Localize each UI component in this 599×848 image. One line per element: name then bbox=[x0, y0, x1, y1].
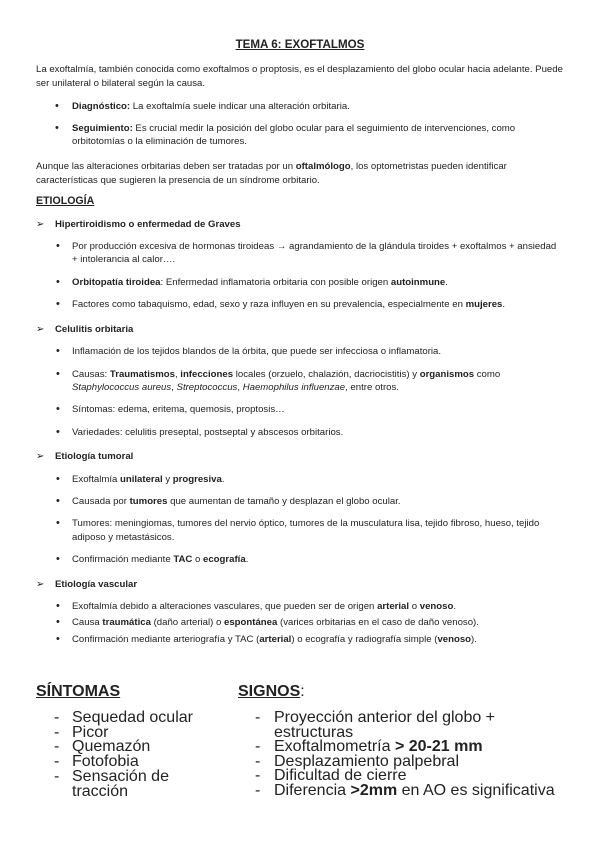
text-span: Causas: bbox=[72, 368, 110, 380]
page-title: TEMA 6: EXOFTALMOS bbox=[235, 38, 365, 51]
tumoral-item bbox=[36, 553, 564, 566]
sintomas-column bbox=[36, 683, 226, 799]
text-span: ) o ecografía y radiografía simple ( bbox=[291, 633, 438, 645]
text-span: ). bbox=[471, 633, 477, 645]
graves-item bbox=[36, 276, 564, 289]
bold-span: >2mm bbox=[350, 781, 398, 799]
signo-item: - Proyección anterior del globo + estructuras bbox=[238, 711, 558, 740]
oftalmologo-bold: oftalmólogo bbox=[295, 161, 351, 173]
text-span: o bbox=[409, 600, 420, 612]
sintoma-item: - Sequedad ocular bbox=[36, 711, 226, 726]
text-span: Causada por bbox=[72, 495, 130, 507]
celulitis-item: • Inflamación de los tejidos blandos de la órbita, que puede ser infecciosa o inflamatoria. bbox=[36, 345, 564, 358]
sintoma-item: - Picor bbox=[36, 726, 226, 741]
signos-column bbox=[238, 683, 558, 799]
bold-span: ecografía bbox=[203, 554, 246, 566]
celulitis-item: • Variedades: celulitis preseptal, postseptal y abscesos orbitarios. bbox=[36, 426, 564, 439]
text-span: , bbox=[237, 381, 243, 393]
sintoma-item: - Sensación de tracción bbox=[36, 770, 226, 799]
italic-span: Haemophilus influenzae bbox=[242, 381, 346, 393]
signo-item: - Dificultad de cierre bbox=[238, 769, 558, 784]
text-span: Exoftalmía debido a alteraciones vasculares, que pueden ser de origen bbox=[72, 600, 378, 612]
bold-span: traumática bbox=[102, 617, 151, 629]
bold-span: organismos bbox=[419, 368, 475, 380]
diagnostico-text: La exoftalmía suele indicar una alteración orbitaria. bbox=[130, 101, 350, 113]
intro-paragraph: La exoftalmía, también conocida como exoftalmos o proptosis, es el desplazamiento del globo ocular hacia adelante. Puede ser unilateral o bilateral según la causa. bbox=[36, 64, 563, 89]
signo-item: - Desplazamiento palpebral bbox=[238, 755, 558, 770]
tumoral-heading: ➢ Etiología tumoral bbox=[36, 450, 564, 463]
bold-span: unilateral bbox=[120, 473, 163, 485]
tumoral-item bbox=[36, 495, 564, 508]
etiologia-heading: ETIOLOGÍA bbox=[36, 195, 95, 208]
text-span: locales (orzuelo, chalazión, dacriocistitis) y bbox=[233, 368, 420, 380]
vascular-item bbox=[36, 633, 564, 646]
italic-span: Streptococcus bbox=[176, 381, 238, 393]
text-span: . bbox=[502, 299, 506, 311]
bold-span: espontánea bbox=[224, 617, 278, 629]
tumoral-item bbox=[36, 473, 564, 486]
text-span: . bbox=[221, 473, 225, 485]
signos-colon: : bbox=[300, 683, 305, 700]
celulitis-heading: ➢ Celulitis orbitaria bbox=[36, 323, 564, 336]
text-span: Exoftalmometría bbox=[274, 738, 395, 756]
sintomas-heading: SÍNTOMAS bbox=[36, 683, 121, 700]
sintoma-item: - Fotofobia bbox=[36, 755, 226, 770]
signo-item bbox=[238, 781, 558, 799]
bold-span: tumores bbox=[129, 495, 168, 507]
text-span: . bbox=[245, 554, 249, 566]
bold-span: autoinmune bbox=[390, 276, 446, 288]
vascular-heading: ➢ Etiología vascular bbox=[36, 578, 564, 591]
bold-span: infecciones bbox=[180, 368, 234, 380]
text-span: Factores como tabaquismo, edad, sexo y raza influyen en su prevalencia, especialmente en bbox=[72, 299, 466, 311]
celulitis-item bbox=[36, 368, 564, 395]
text-span: Aunque las alteraciones orbitarias deben ser tratadas por un bbox=[36, 161, 296, 173]
text-span: en AO es significativa bbox=[397, 781, 555, 799]
text-span: , bbox=[171, 381, 177, 393]
bold-span: mujeres bbox=[465, 299, 503, 311]
bold-span: TAC bbox=[173, 554, 193, 566]
text-span: y bbox=[162, 473, 173, 485]
graves-item bbox=[36, 298, 564, 311]
document-page bbox=[36, 38, 564, 649]
bold-span: Traumatismos bbox=[109, 368, 175, 380]
signos-heading: SIGNOS bbox=[238, 683, 301, 700]
bold-span: progresiva bbox=[172, 473, 222, 485]
text-span: como bbox=[474, 368, 501, 380]
bold-span: arterial bbox=[377, 600, 410, 612]
text-span: (varices orbitarias en el caso de daño venoso). bbox=[277, 617, 479, 629]
vascular-item bbox=[36, 600, 564, 613]
text-span: (daño arterial) o bbox=[150, 617, 224, 629]
text-span: que aumentan de tamaño y desplazan el globo ocular. bbox=[167, 495, 401, 507]
optometristas-paragraph bbox=[36, 160, 564, 187]
text-span: Confirmación mediante arteriografía y TAC ( bbox=[72, 633, 260, 645]
celulitis-item: • Síntomas: edema, eritema, quemosis, proptosis… bbox=[36, 403, 564, 416]
text-span: Exoftalmía bbox=[72, 473, 120, 485]
diagnostico-label: Diagnóstico: bbox=[72, 101, 131, 113]
italic-span: Staphylococcus aureus bbox=[72, 381, 172, 393]
seguimiento-label: Seguimiento: bbox=[72, 122, 133, 134]
text-span: Causa bbox=[72, 617, 103, 629]
tumoral-item: • Tumores: meningiomas, tumores del nervio óptico, tumores de la musculatura lisa, tejido fibroso, hueso, tejido adiposo y metastásicos. bbox=[36, 517, 564, 544]
vascular-item bbox=[36, 616, 564, 629]
bold-span: venoso bbox=[437, 633, 472, 645]
diagnostico-item bbox=[36, 100, 564, 113]
sintoma-item: - Quemazón bbox=[36, 740, 226, 755]
bold-span: venoso bbox=[419, 600, 454, 612]
text-span: Diferencia bbox=[274, 781, 351, 799]
bold-span: > 20-21 mm bbox=[394, 738, 483, 756]
bold-span: arterial bbox=[259, 633, 292, 645]
text-span: . bbox=[445, 276, 448, 288]
graves-item: • Por producción excesiva de hormonas tiroideas → agrandamiento de la glándula tiroides + exoftalmos + ansiedad + intolerancia al calor…. bbox=[36, 240, 564, 267]
seguimiento-item bbox=[36, 122, 564, 149]
text-span: : Enfermedad inflamatoria orbitaria con posible origen bbox=[160, 276, 391, 288]
text-span: , los optometristas pueden identificar características que sugieren la presencia de un síndrome orbitario. bbox=[36, 161, 507, 186]
text-span: . bbox=[453, 600, 456, 612]
graves-heading: ➢ Hipertiroidismo o enfermedad de Graves bbox=[36, 218, 564, 231]
signos-heading-row bbox=[238, 683, 558, 701]
text-span: , bbox=[174, 368, 181, 380]
text-span: Confirmación mediante bbox=[72, 554, 174, 566]
text-span: , entre otros. bbox=[345, 381, 399, 393]
bold-span: Orbitopatía tiroidea bbox=[72, 276, 161, 288]
seguimiento-text: Es crucial medir la posición del globo ocular para el seguimiento de intervenciones, como orbitotomías o la eliminación de tumores. bbox=[72, 122, 516, 148]
text-span: o bbox=[192, 554, 204, 566]
